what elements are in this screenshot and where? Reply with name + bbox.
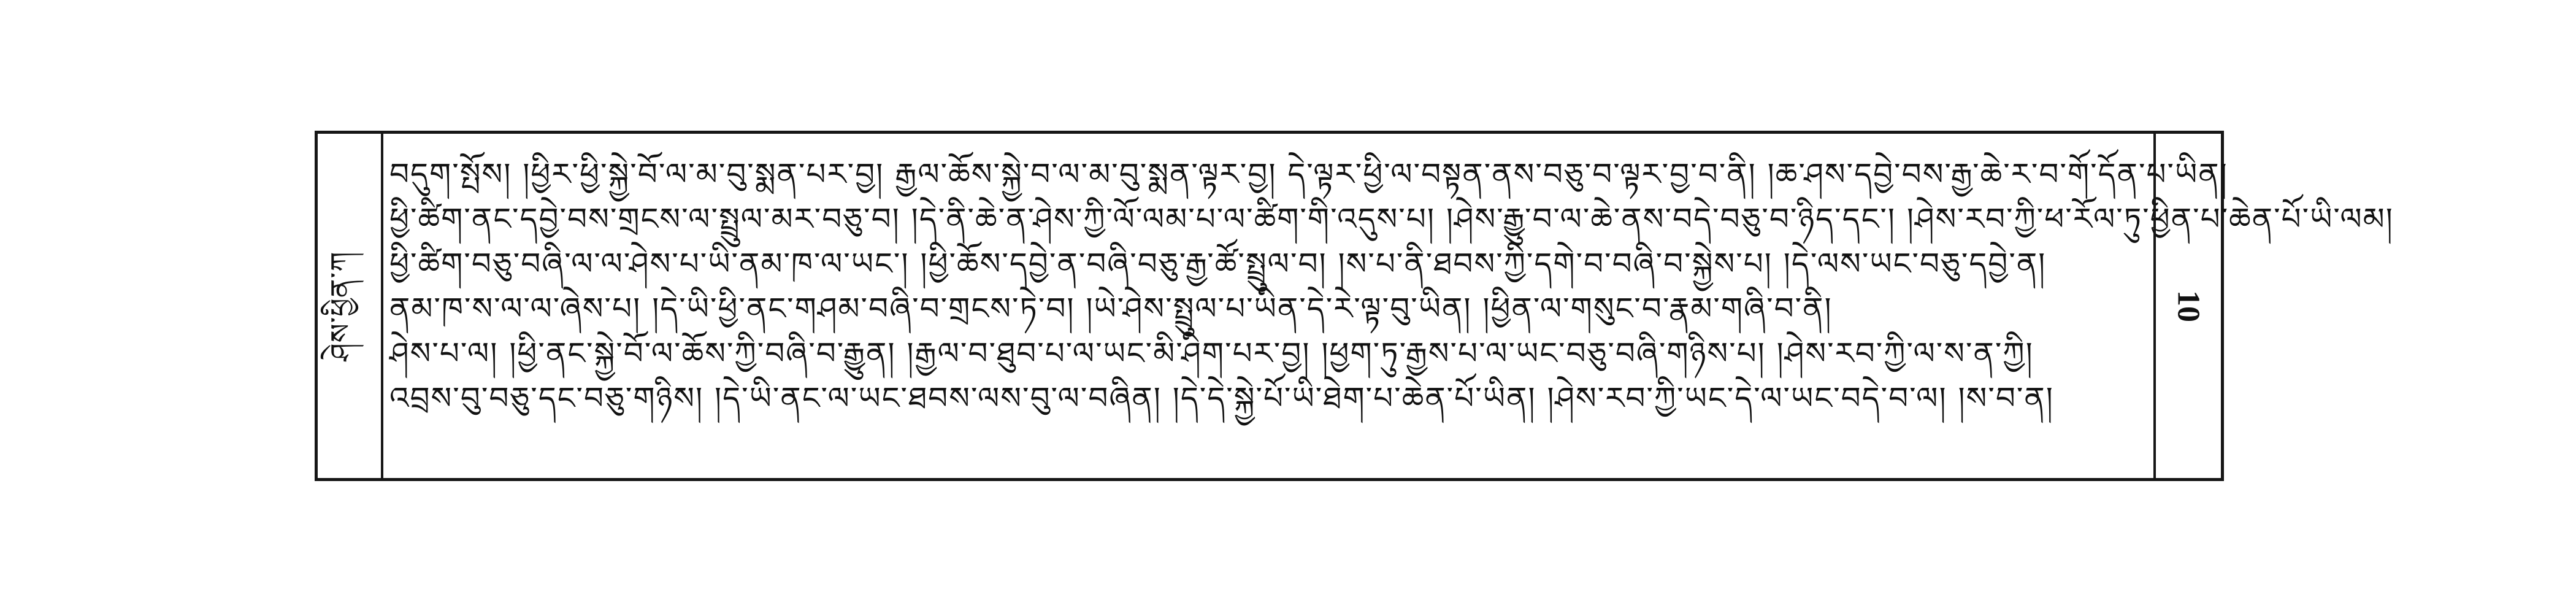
text-line: ཕྱི་ཚིག་ནང་དབྱེ་བས་གྲངས་ལ་སྤྲུལ་མར་བཅུ་བ། །དེ་ནི་ཆེ་ན་ཤེས་ཀྱི་ལོ་ལམ་པ་ལ་ཚིག་གི་འདུས་པ། །ཤེས་རྒྱུ་བ་ལ་ཆེ་ནས་བདེ་བཅུ་བ་ཉིད་དང་། །ཤེས་རབ་ཀྱི་ཕ་རོལ་ཏུ་ཕྱིན་པ་ཆེན་པོ་ཡི་ལམ།	[389, 201, 2394, 237]
text-line: ནམ་ཁ་ས་ལ་ལ་ཞེས་པ། །དེ་ཡི་ཕྱི་ནང་གཤམ་བཞི་བ་གྲངས་ཏེ་བ། །ཡེ་ཤེས་སྤྲུལ་པ་ཡིན་དེ་རེ་ལྟ་བུ་ཡིན། །ཕྱིན་ལ་གསུང་བ་རྣམ་གཞི་བ་ནི།	[389, 291, 1833, 326]
text-line: ཕྱི་ཚིག་བཅུ་བཞི་ལ་ལ་ཤེས་པ་ཡི་ནམ་ཁ་ལ་ཡང་། །ཕྱི་ཆོས་དབྱེ་ན་བཞི་བཅུ་རྒྱ་ཚོ་སྤྲུལ་བ། །ས་པ་ནི་ཐབས་ཀྱི་དགེ་བ་བཞི་བ་སྐྱེས་པ། །དེ་ལས་ཡང་བཅུ་དབྱེ་ན།	[389, 246, 2047, 282]
left-margin-panel	[318, 134, 383, 478]
right-margin-panel	[2153, 134, 2221, 478]
manuscript-folio	[315, 131, 2394, 481]
margin-title: ཤེས་ཕྱིན་ཀ	[324, 251, 357, 361]
text-line: འབྲས་བུ་བཅུ་དང་བཅུ་གཉིས། །དེ་ཡི་ནང་ལ་ཡང་ཐབས་ལས་བུ་ལ་བཞིན། །དེ་དེ་སྐྱེ་པོ་ཡི་ཐེག་པ་ཆེན་པོ་ཡིན། །ཤེས་རབ་ཀྱི་ཡང་དེ་ལ་ཡང་བདེ་བ་ལ། །ས་བ་ན།	[389, 380, 2054, 416]
text-line: བདུག་སྤོས། །ཕྱིར་ཕྱི་སྐྱེ་བོ་ལ་མ་བུ་སྨན་པར་བྱ། རྒྱལ་ཆོས་སྐྱེ་བ་ལ་མ་བུ་སྨན་ལྟར་བྱ། དེ་ལྟར་ཕྱི་ལ་བསྟན་ནས་བཅུ་བ་ལྟར་བྱ་བ་ནི། །ཆ་ཤས་དབྱེ་བས་རྒྱ་ཆེ་ར་བ་གོ་དོན་པ་ཡིན།	[389, 156, 2228, 192]
text-line: ཤེས་པ་ལ། །ཕྱི་ནང་སྐྱེ་བོ་ལ་ཆོས་ཀྱི་བཞི་བ་རྒྱུན། །རྒྱལ་བ་ཐུབ་པ་ལ་ཡང་མི་ཤིག་པར་བྱ། །ཕྱག་ཏུ་རྒྱས་པ་ལ་ཡང་བཅུ་བཞི་གཉིས་པ། །ཤེས་རབ་ཀྱི་ལ་ས་ན་ཀྱི།	[389, 336, 2034, 371]
page-number: 10	[2171, 290, 2206, 322]
